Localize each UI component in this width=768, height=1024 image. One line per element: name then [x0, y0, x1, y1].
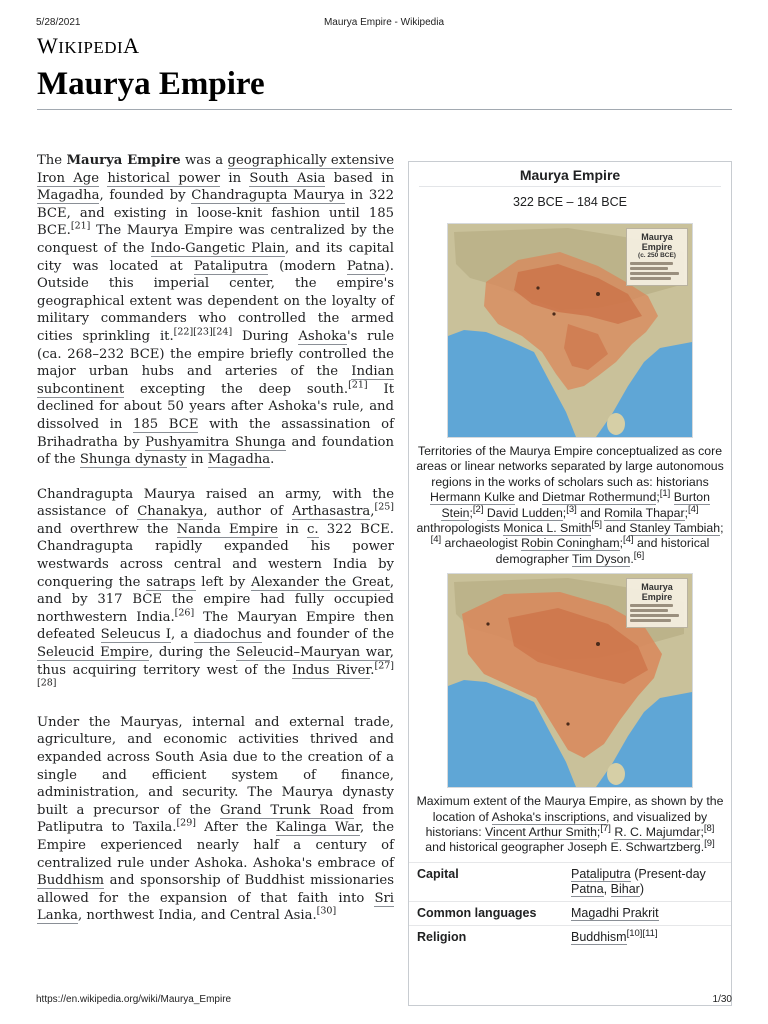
wiki-link[interactable]: Grand Trunk Road: [219, 802, 354, 818]
wiki-link[interactable]: Monica L. Smith: [503, 521, 592, 536]
wiki-link[interactable]: Magadha: [207, 452, 271, 468]
citation-ref[interactable]: [7]: [600, 822, 611, 834]
wiki-link[interactable]: Seleucid–Mauryan war: [236, 645, 390, 661]
print-title: Maurya Empire - Wikipedia: [323, 17, 445, 28]
citation-ref[interactable]: [29]: [176, 817, 196, 829]
infobox-label: Religion: [417, 929, 467, 944]
wiki-link[interactable]: Chandragupta Maurya: [191, 188, 345, 204]
map-legend-2: Maurya Empire: [626, 578, 688, 628]
wiki-link[interactable]: R. C. Majumdar: [614, 825, 701, 840]
infobox-value: [571, 906, 723, 921]
wiki-link[interactable]: David Ludden: [486, 505, 563, 520]
wiki-link[interactable]: satraps: [146, 574, 196, 590]
wiki-link[interactable]: Dietmar Rothermund: [542, 490, 657, 505]
citation-ref[interactable]: [2]: [472, 503, 484, 515]
citation-ref[interactable]: [4]: [687, 503, 699, 515]
wiki-link[interactable]: Kalinga War: [275, 820, 361, 836]
citation-ref[interactable]: [5]: [591, 518, 603, 530]
citation-ref[interactable]: [30]: [316, 905, 337, 917]
map-legend-1: Maurya Empire (c. 250 BCE): [626, 228, 688, 286]
wiki-link[interactable]: Romila Thapar: [604, 505, 685, 520]
citation-ref[interactable]: [4]: [622, 534, 634, 546]
paragraph-3: Under the Mauryas, internal and external trade, agriculture, and economic activities thrived and expanded across South Asia due to the creation of a single and efficient system of finance, administration, and security. The Maurya dynasty built a precursor of the Grand Trunk Road from Patliputra to Taxila.[29] After the Kalinga War, the Empire experienced nearly half a century of centralized rule under Ashoka. Ashoka's embrace of Buddhism and sponsorship of Buddhist missionaries allowed for the expansion of that faith into Sri Lanka, northwest India, and Central Asia.[30]: [37, 714, 395, 924]
wiki-link[interactable]: Bihar: [610, 881, 640, 896]
wiki-link[interactable]: c.: [307, 521, 319, 537]
citation-ref[interactable]: [6]: [633, 549, 645, 561]
infobox-dates: 322 BCE – 184 BCE: [513, 195, 627, 209]
wiki-link[interactable]: Pushyamitra Shunga: [145, 434, 286, 450]
wiki-link[interactable]: Shunga dynasty: [79, 452, 187, 468]
wiki-link[interactable]: geographically extensive: [227, 153, 395, 168]
page-title: Maurya Empire: [37, 66, 265, 102]
wiki-link[interactable]: Robin Coningham: [521, 536, 620, 551]
print-date: 5/28/2021: [36, 17, 81, 28]
paragraph-1: The Maurya Empire was a geographically extensive Iron Age historical power in South Asia based in Magadha, founded by Chandragupta Maurya in 322 BCE, and existing in loose-knit fashion until 185 BCE.[21] The Maurya Empire was centralized by the conquest of the Indo-Gangetic Plain, and its capital city was located at Pataliputra (modern Patna). Outside this imperial center, the empire's geographical extent was dependent on the loyalty of military commanders who controlled the armed cities sprinkling it.[22][23][24] During Ashoka's rule (ca. 268–232 BCE) the empire briefly controlled the major urban hubs and arteries of the Indian subcontinent excepting the deep south.[21] It declined for about 50 years after Ashoka's rule, and dissolved in 185 BCE with the assassination of Brihadratha by Pushyamitra Shunga and foundation of the Shunga dynasty in Magadha.: [37, 153, 395, 468]
citation-ref[interactable]: [10][11]: [626, 927, 658, 939]
wiki-link[interactable]: Ashoka: [298, 328, 347, 344]
map-maximum-extent[interactable]: [447, 573, 693, 788]
paragraph-2: Chandragupta Maurya raised an army, with the assistance of Chanakya, author of Arthasastra,[25] and overthrew the Nanda Empire in c. 322 BCE. Chandragupta rapidly expanded his power westwards across central and western India by conquering the satraps left by Alexander the Great, and by 317 BCE the empire had fully occupied northwestern India.[26] The Mauryan Empire then defeated Seleucus I, a diadochus and founder of the Seleucid Empire, during the Seleucid–Mauryan war, thus acquiring territory west of the Indus River.[27][28]: [37, 486, 395, 689]
wiki-link[interactable]: Burton Stein: [441, 490, 710, 520]
print-page-number: 1/30: [712, 994, 732, 1005]
infobox-value: [571, 927, 723, 945]
wiki-link[interactable]: Pataliputra: [193, 258, 268, 274]
wiki-link[interactable]: historical power: [107, 170, 221, 186]
wiki-link[interactable]: Seleucus I: [100, 627, 171, 643]
wiki-link[interactable]: Buddhism: [37, 873, 105, 889]
map-core-areas[interactable]: [447, 223, 693, 438]
wiki-link[interactable]: Indus River: [292, 662, 371, 678]
map-caption-2: Maximum extent of the Maurya Empire, as shown by the location of Ashoka's inscriptions, and visualized by historians: Vincent Arthur Smith;[7] R. C. Majumdar;[8] and historical geographer Joseph E. Schwartzberg.[9]: [416, 794, 724, 855]
citation-ref[interactable]: [3]: [566, 503, 577, 515]
wiki-link[interactable]: Stanley Tambiah: [629, 521, 721, 536]
citation-ref[interactable]: [9]: [704, 838, 715, 850]
map-caption-1: Territories of the Maurya Empire conceptualized as core areas or linear networks separated by large autonomous regions in the works of scholars such as: historians Hermann Kulke and Dietmar Rothermund;[1] Burton Stein;[2] David Ludden;[3] and Romila Thapar;[4] anthropologists Monica L. Smith[5] and Stanley Tambiah;[4] archaeologist Robin Coningham;[4] and historical demographer Tim Dyson.[6]: [416, 444, 724, 566]
wiki-link[interactable]: Vincent Arthur Smith: [485, 825, 597, 840]
citation-ref[interactable]: [21]: [348, 379, 368, 391]
citation-ref[interactable]: [27][28]: [37, 660, 394, 689]
wiki-link[interactable]: Patna: [346, 258, 385, 274]
wiki-link[interactable]: Indo-Gangetic Plain: [150, 240, 285, 256]
print-url: https://en.wikipedia.org/wiki/Maurya_Empire: [36, 994, 232, 1005]
wiki-link[interactable]: South Asia: [249, 170, 326, 186]
infobox-divider: [419, 186, 721, 187]
citation-ref[interactable]: [26]: [174, 607, 195, 619]
wiki-link[interactable]: Alexander the Great: [250, 574, 390, 590]
bold-term: Maurya Empire: [66, 153, 181, 168]
infobox-value: Pataliputra (Present-day Patna, Bihar): [571, 866, 706, 896]
wiki-link[interactable]: Magadha: [37, 188, 100, 204]
citation-ref[interactable]: [21]: [70, 220, 91, 232]
infobox-title: Maurya Empire: [519, 167, 621, 183]
wiki-link[interactable]: Buddhism: [571, 929, 627, 944]
wiki-link[interactable]: Nanda Empire: [176, 521, 278, 537]
infobox-rows: [409, 862, 731, 949]
wiki-link[interactable]: 185 BCE: [133, 416, 199, 432]
citation-ref[interactable]: [4]: [430, 534, 442, 546]
wiki-link[interactable]: Arthasastra: [291, 504, 371, 520]
citation-ref[interactable]: [22][23][24]: [173, 326, 233, 338]
wiki-link[interactable]: Hermann Kulke: [430, 490, 515, 505]
wiki-link[interactable]: Iron Age: [37, 170, 100, 186]
infobox-row-capital: [409, 862, 731, 901]
citation-ref[interactable]: [1]: [659, 488, 671, 500]
wiki-link[interactable]: Ashoka's inscriptions: [491, 809, 607, 824]
wiki-link[interactable]: Indian subcontinent: [37, 364, 394, 397]
infobox: [408, 161, 732, 1006]
wiki-link[interactable]: Sri Lanka: [37, 890, 394, 924]
infobox-label: Common languages: [417, 905, 537, 920]
wiki-link[interactable]: Patna: [571, 881, 604, 896]
citation-ref[interactable]: [8]: [703, 822, 715, 834]
wiki-link[interactable]: diadochus: [193, 627, 262, 643]
wiki-link[interactable]: Chanakya: [137, 504, 204, 520]
wikipedia-logo[interactable]: WIKIPEDIA: [37, 33, 140, 58]
article-body: [37, 152, 394, 942]
infobox-label: Capital: [417, 866, 459, 881]
wiki-link[interactable]: Magadhi Prakrit: [571, 905, 659, 920]
citation-ref[interactable]: [25]: [374, 501, 395, 513]
infobox-row-religion: [409, 925, 731, 949]
title-divider: [37, 109, 732, 110]
wiki-link[interactable]: Tim Dyson: [572, 551, 631, 566]
wiki-link[interactable]: Pataliputra: [571, 866, 631, 881]
wiki-link[interactable]: Seleucid Empire: [37, 645, 149, 661]
infobox-row-languages: [409, 901, 731, 925]
